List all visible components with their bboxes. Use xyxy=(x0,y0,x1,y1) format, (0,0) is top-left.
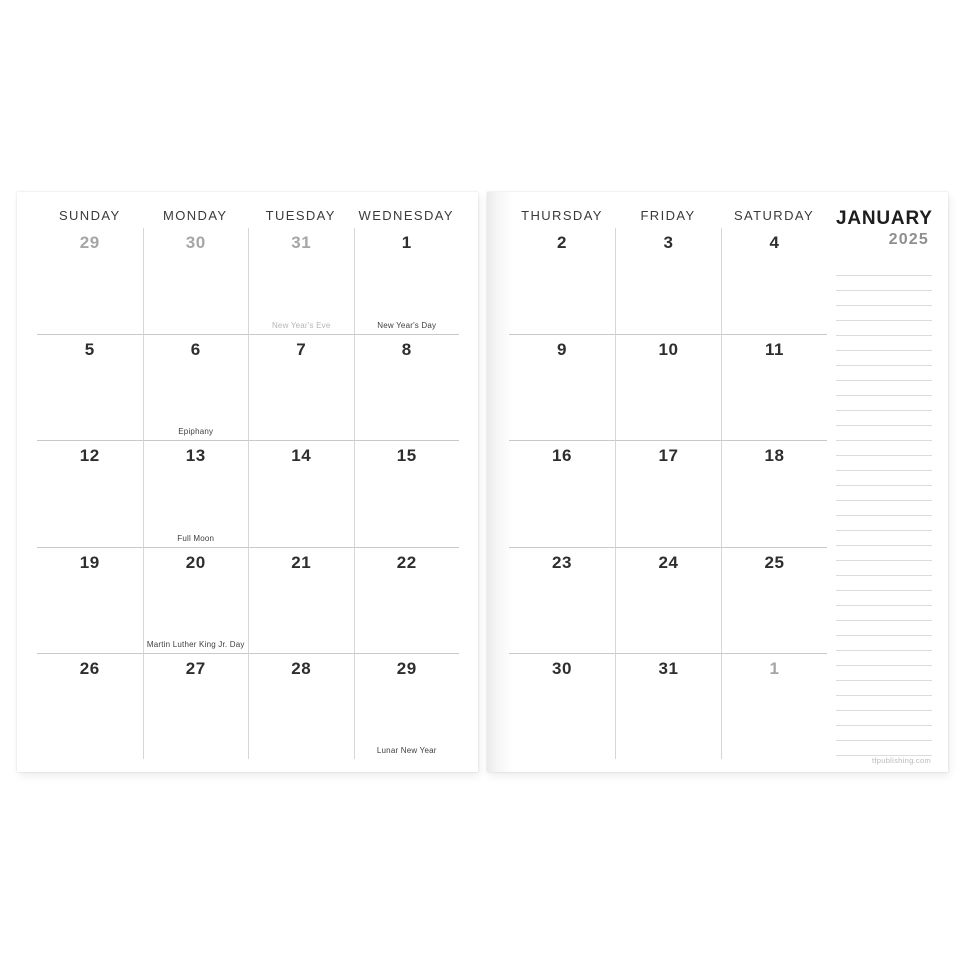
date-number: 5 xyxy=(84,340,95,360)
date-number: 19 xyxy=(79,552,100,572)
holiday-note: New Year's Day xyxy=(377,321,437,331)
notes-line xyxy=(836,531,932,546)
notes-line xyxy=(836,471,932,486)
calendar-cell xyxy=(37,334,143,440)
calendar-cell xyxy=(615,228,721,334)
notes-line xyxy=(836,291,932,306)
date-number: 25 xyxy=(764,552,785,572)
day-header-tuesday: TUESDAY xyxy=(265,208,336,223)
calendar-cell xyxy=(37,547,143,653)
notes-line xyxy=(836,711,932,726)
calendar-cell xyxy=(354,334,460,440)
date-number: 26 xyxy=(79,658,100,678)
left-day-header-row xyxy=(37,208,459,223)
date-number: 30 xyxy=(185,233,206,252)
calendar-cell xyxy=(143,547,249,653)
right-calendar-grid xyxy=(509,228,827,759)
calendar-cell xyxy=(143,440,249,546)
notes-line xyxy=(836,366,932,381)
date-number: 1 xyxy=(769,658,780,678)
date-number: 7 xyxy=(296,340,307,360)
date-number: 13 xyxy=(185,446,206,466)
calendar-cell xyxy=(248,334,354,440)
right-day-header-row xyxy=(509,208,827,223)
date-number: 22 xyxy=(396,552,417,572)
calendar-cell xyxy=(248,547,354,653)
date-number: 28 xyxy=(291,658,312,678)
notes-panel xyxy=(836,206,932,762)
notes-line xyxy=(836,456,932,471)
date-number: 29 xyxy=(79,233,100,252)
day-header-wednesday: WEDNESDAY xyxy=(358,208,454,223)
holiday-note: Lunar New Year xyxy=(376,745,437,755)
notes-line xyxy=(836,381,932,396)
date-number: 30 xyxy=(552,658,572,678)
date-number: 24 xyxy=(658,552,679,572)
notes-line xyxy=(836,741,932,756)
planner-right-page xyxy=(487,192,948,772)
holiday-note: Epiphany xyxy=(178,427,214,437)
date-number: 10 xyxy=(658,340,679,360)
calendar-cell xyxy=(721,334,827,440)
date-number: 15 xyxy=(396,446,417,466)
date-number: 2 xyxy=(557,233,567,252)
date-number: 11 xyxy=(765,340,784,360)
date-number: 31 xyxy=(291,233,312,252)
day-header-monday: MONDAY xyxy=(163,208,228,223)
calendar-cell xyxy=(509,228,615,334)
date-number: 29 xyxy=(396,658,417,678)
holiday-note: Full Moon xyxy=(177,533,215,543)
notes-line xyxy=(836,546,932,561)
date-number: 17 xyxy=(658,446,679,466)
date-number: 18 xyxy=(764,446,785,466)
calendar-cell xyxy=(615,334,721,440)
planner-left-page xyxy=(17,192,478,772)
date-number: 16 xyxy=(552,446,572,466)
date-number: 9 xyxy=(557,340,567,360)
notes-line xyxy=(836,576,932,591)
holiday-note: Martin Luther King Jr. Day xyxy=(146,639,245,649)
publisher-url: tfpublishing.com xyxy=(872,756,931,765)
notes-line xyxy=(836,306,932,321)
date-number: 20 xyxy=(185,552,206,572)
calendar-cell xyxy=(143,228,249,334)
notes-line xyxy=(836,681,932,696)
date-number: 6 xyxy=(190,340,201,360)
notes-line xyxy=(836,591,932,606)
calendar-cell xyxy=(354,653,460,759)
calendar-cell xyxy=(354,440,460,546)
notes-line xyxy=(836,441,932,456)
notes-line xyxy=(836,696,932,711)
notes-line xyxy=(836,666,932,681)
calendar-cell xyxy=(248,228,354,334)
notes-line xyxy=(836,276,932,291)
day-header-sunday: SUNDAY xyxy=(58,208,121,223)
holiday-note: New Year's Eve xyxy=(271,321,331,331)
notes-line xyxy=(836,606,932,621)
year-label: 2025 xyxy=(888,230,929,248)
calendar-cell xyxy=(615,440,721,546)
notes-line xyxy=(836,336,932,351)
date-number: 23 xyxy=(552,552,572,572)
day-header-saturday: SATURDAY xyxy=(733,208,815,223)
calendar-cell xyxy=(143,334,249,440)
calendar-cell xyxy=(721,653,827,759)
notes-line xyxy=(836,261,932,276)
calendar-cell xyxy=(354,547,460,653)
calendar-cell xyxy=(37,653,143,759)
calendar-cell xyxy=(721,547,827,653)
notes-line xyxy=(836,501,932,516)
notes-line xyxy=(836,396,932,411)
notes-line xyxy=(836,621,932,636)
notes-line xyxy=(836,651,932,666)
calendar-cell xyxy=(721,228,827,334)
notes-line xyxy=(836,636,932,651)
calendar-cell xyxy=(248,440,354,546)
notes-line xyxy=(836,486,932,501)
notes-lines xyxy=(836,261,932,756)
calendar-cell xyxy=(509,547,615,653)
date-number: 14 xyxy=(291,446,312,466)
date-number: 8 xyxy=(401,340,412,360)
calendar-cell xyxy=(143,653,249,759)
date-number: 3 xyxy=(663,233,674,252)
date-number: 31 xyxy=(658,658,679,678)
calendar-cell xyxy=(509,440,615,546)
notes-line xyxy=(836,411,932,426)
notes-line xyxy=(836,426,932,441)
date-number: 21 xyxy=(291,552,312,572)
notes-line xyxy=(836,726,932,741)
day-header-thursday: THURSDAY xyxy=(521,208,603,223)
calendar-cell xyxy=(248,653,354,759)
date-number: 27 xyxy=(185,658,206,678)
calendar-cell xyxy=(615,547,721,653)
notes-line xyxy=(836,516,932,531)
calendar-cell xyxy=(509,334,615,440)
calendar-cell xyxy=(37,228,143,334)
calendar-cell xyxy=(354,228,460,334)
date-number: 4 xyxy=(769,233,780,252)
notes-line xyxy=(836,321,932,336)
notes-line xyxy=(836,561,932,576)
day-header-friday: FRIDAY xyxy=(640,208,696,223)
month-title: JANUARY xyxy=(836,208,933,229)
date-number: 1 xyxy=(401,233,412,252)
calendar-cell xyxy=(615,653,721,759)
calendar-cell xyxy=(37,440,143,546)
date-number: 12 xyxy=(79,446,100,466)
calendar-cell xyxy=(721,440,827,546)
calendar-cell xyxy=(509,653,615,759)
left-calendar-grid xyxy=(37,228,459,759)
notes-line xyxy=(836,351,932,366)
